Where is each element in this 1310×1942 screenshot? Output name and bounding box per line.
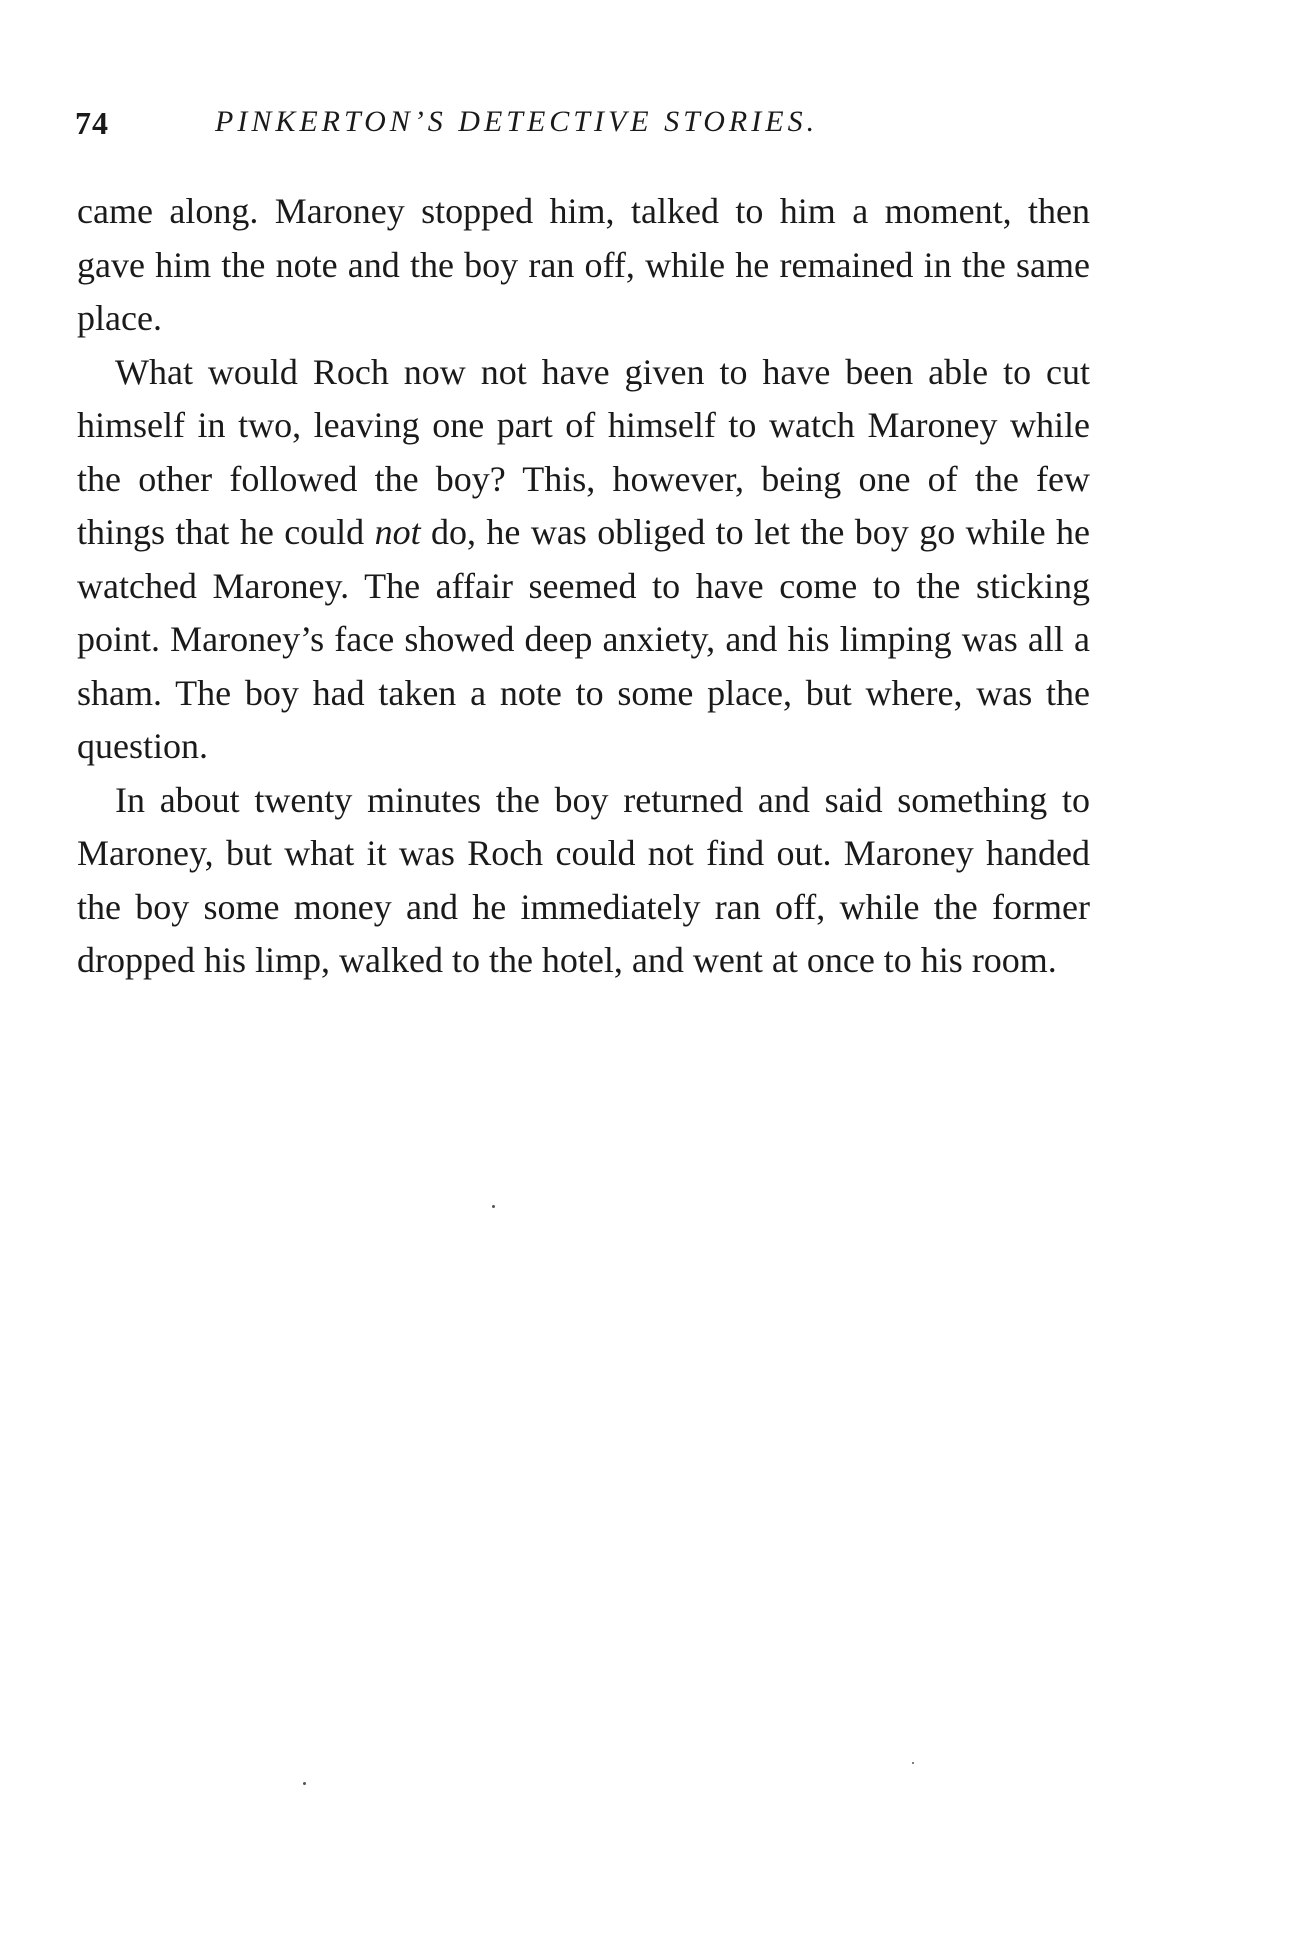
paragraph-3-text: In about twenty minutes the boy returned and said something to Maroney, but what it was Roch could not find out. Maroney handed the boy some money and he immediately ran off, while the former dropped his limp, walked to the hotel, and went at once to his room.	[77, 779, 1090, 980]
paragraph-1-text: came along. Maroney stopped him, talked to him a moment, then gave him the note and the boy ran off, while he remained in the same place.	[77, 191, 1090, 338]
paper-speck	[492, 1205, 495, 1208]
page-number: 74	[75, 105, 109, 141]
running-title: PINKERTON’S DETECTIVE STORIES.	[215, 105, 819, 138]
paper-speck	[303, 1782, 306, 1785]
paragraph-2-text-start: What would Roch now not have given to have been able to cut himself in two, leaving one part of himself to watch Maroney while the other followed the boy? This, however, being one of the few things that he could	[77, 351, 1090, 552]
running-head	[75, 105, 1090, 145]
paragraph-3	[77, 774, 1090, 988]
body-text	[77, 185, 1090, 988]
paragraph-2-emphasis: not	[374, 512, 421, 552]
paragraph-2	[77, 346, 1090, 774]
paragraph-2-text-end: do, he was obliged to let the boy go while he watched Maroney. The affair seemed to have come to the sticking point. Maroney’s face showed deep anxiety, and his limping was all a sham. The boy had taken a note to some place, but where, was the question.	[77, 512, 1090, 766]
paper-speck	[912, 1762, 914, 1764]
paragraph-1	[77, 185, 1090, 346]
